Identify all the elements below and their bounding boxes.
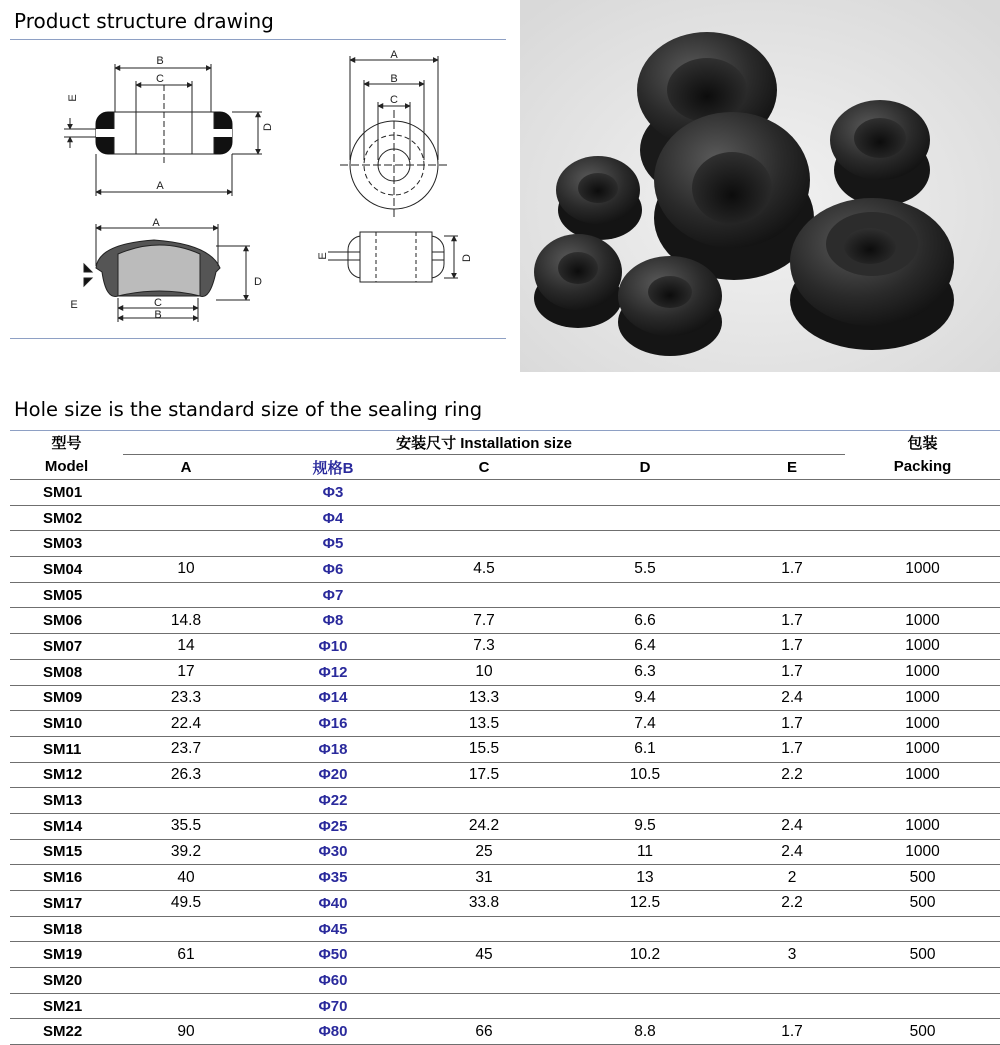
cell-b: Φ30 — [249, 839, 417, 865]
cell-packing: 1000 — [845, 634, 1000, 660]
cell-e: 2 — [739, 865, 845, 891]
cell-e: 1.7 — [739, 1019, 845, 1045]
cell-c: 45 — [417, 942, 551, 968]
cell-c: 25 — [417, 839, 551, 865]
table-row — [10, 813, 1000, 839]
cell-a: 17 — [123, 659, 249, 685]
header-model-en: Model — [10, 455, 123, 480]
cell-e: 2.4 — [739, 839, 845, 865]
dim-label-d-dome: D — [254, 276, 262, 288]
cell-e: 1.7 — [739, 634, 845, 660]
cell-c: 13.5 — [417, 711, 551, 737]
cell-a — [123, 788, 249, 814]
cell-a: 14 — [123, 634, 249, 660]
cell-e: 2.4 — [739, 813, 845, 839]
table-row — [10, 505, 1000, 531]
cell-e — [739, 582, 845, 608]
cell-packing — [845, 505, 1000, 531]
cell-d — [551, 968, 739, 994]
cell-b: Φ5 — [249, 531, 417, 557]
table-row — [10, 634, 1000, 660]
cell-a: 14.8 — [123, 608, 249, 634]
cell-a — [123, 531, 249, 557]
divider — [10, 338, 506, 339]
table-row — [10, 891, 1000, 917]
cell-packing — [845, 968, 1000, 994]
table-row — [10, 916, 1000, 942]
cell-model: SM05 — [10, 582, 123, 608]
cell-model: SM10 — [10, 711, 123, 737]
dim-label-e: E — [67, 94, 79, 102]
cell-packing — [845, 582, 1000, 608]
cell-model: SM17 — [10, 891, 123, 917]
cell-packing: 500 — [845, 891, 1000, 917]
dim-label-c-dome: C — [154, 297, 162, 309]
dim-label-a: A — [156, 180, 164, 192]
grommet-small-left — [556, 156, 642, 240]
cell-a: 90 — [123, 1019, 249, 1045]
section-heading-hole-size: Hole size is the standard size of the sealing ring — [14, 398, 483, 421]
cell-a: 35.5 — [123, 813, 249, 839]
cell-e: 1.7 — [739, 608, 845, 634]
table-row — [10, 968, 1000, 994]
grommet-bottom-middle — [618, 256, 722, 356]
cell-b: Φ20 — [249, 762, 417, 788]
grommet-center-large — [654, 112, 814, 280]
cell-c: 15.5 — [417, 736, 551, 762]
cell-packing — [845, 916, 1000, 942]
cell-d: 5.5 — [551, 557, 739, 583]
cell-b: Φ45 — [249, 916, 417, 942]
grommet-bottom-right — [790, 198, 954, 350]
cell-d — [551, 480, 739, 506]
cell-model: SM21 — [10, 993, 123, 1019]
header-col-d: D — [551, 455, 739, 480]
cell-model: SM04 — [10, 557, 123, 583]
cell-b: Φ3 — [249, 480, 417, 506]
cell-b: Φ25 — [249, 813, 417, 839]
cell-packing — [845, 531, 1000, 557]
dim-label-a-top: A — [390, 49, 398, 61]
cell-b: Φ18 — [249, 736, 417, 762]
side-view-drawing — [328, 232, 458, 282]
cell-c: 33.8 — [417, 891, 551, 917]
cell-d: 12.5 — [551, 891, 739, 917]
cell-c: 17.5 — [417, 762, 551, 788]
cell-packing: 1000 — [845, 813, 1000, 839]
product-photo — [520, 0, 1000, 372]
cell-a: 49.5 — [123, 891, 249, 917]
cell-b: Φ60 — [249, 968, 417, 994]
dome-grommet-drawing — [84, 224, 250, 322]
dim-label-c-top: C — [390, 94, 398, 106]
cell-a: 39.2 — [123, 839, 249, 865]
structure-drawings — [10, 40, 506, 340]
cell-e: 2.2 — [739, 762, 845, 788]
table-row — [10, 480, 1000, 506]
cell-e — [739, 788, 845, 814]
cell-d — [551, 916, 739, 942]
cell-d: 7.4 — [551, 711, 739, 737]
cell-model: SM02 — [10, 505, 123, 531]
table-row — [10, 711, 1000, 737]
dim-label-e-dome: E — [70, 299, 78, 311]
header-col-c: C — [417, 455, 551, 480]
cell-a: 10 — [123, 557, 249, 583]
cell-model: SM08 — [10, 659, 123, 685]
cell-model: SM16 — [10, 865, 123, 891]
cell-c: 66 — [417, 1019, 551, 1045]
cell-model: SM09 — [10, 685, 123, 711]
cell-b: Φ14 — [249, 685, 417, 711]
cell-model: SM20 — [10, 968, 123, 994]
cell-e: 1.7 — [739, 711, 845, 737]
cell-a — [123, 582, 249, 608]
cell-d — [551, 788, 739, 814]
cell-b: Φ10 — [249, 634, 417, 660]
cell-c: 13.3 — [417, 685, 551, 711]
section-heading-structure: Product structure drawing — [14, 9, 274, 33]
dim-label-a-dome: A — [152, 217, 160, 229]
cell-c: 31 — [417, 865, 551, 891]
dim-label-d: D — [262, 123, 274, 131]
cell-model: SM12 — [10, 762, 123, 788]
cell-c — [417, 968, 551, 994]
cell-e: 1.7 — [739, 557, 845, 583]
cell-model: SM03 — [10, 531, 123, 557]
cell-b: Φ12 — [249, 659, 417, 685]
cell-c: 7.3 — [417, 634, 551, 660]
cell-d: 10.5 — [551, 762, 739, 788]
cell-a: 26.3 — [123, 762, 249, 788]
cell-packing: 1000 — [845, 736, 1000, 762]
cell-e — [739, 968, 845, 994]
cell-e — [739, 505, 845, 531]
cell-c — [417, 916, 551, 942]
header-packing-en: Packing — [845, 455, 1000, 480]
cell-b: Φ8 — [249, 608, 417, 634]
size-table — [10, 430, 1000, 1045]
cell-packing: 500 — [845, 865, 1000, 891]
cell-model: SM07 — [10, 634, 123, 660]
cell-e — [739, 993, 845, 1019]
header-col-b: 规格B — [249, 455, 417, 480]
cell-a: 40 — [123, 865, 249, 891]
cell-d — [551, 993, 739, 1019]
cell-e — [739, 531, 845, 557]
table-row — [10, 608, 1000, 634]
cell-d: 8.8 — [551, 1019, 739, 1045]
table-row — [10, 865, 1000, 891]
cell-b: Φ70 — [249, 993, 417, 1019]
dim-label-b-dome: B — [154, 309, 162, 321]
cell-c — [417, 993, 551, 1019]
cell-c — [417, 531, 551, 557]
cell-c — [417, 505, 551, 531]
cell-packing — [845, 788, 1000, 814]
cell-c: 4.5 — [417, 557, 551, 583]
cell-c: 10 — [417, 659, 551, 685]
cell-b: Φ40 — [249, 891, 417, 917]
cell-c — [417, 788, 551, 814]
cell-c — [417, 582, 551, 608]
dim-label-b: B — [156, 55, 164, 67]
header-packing-cn: 包装 — [907, 434, 938, 452]
cell-b: Φ16 — [249, 711, 417, 737]
cell-d — [551, 505, 739, 531]
cell-model: SM18 — [10, 916, 123, 942]
cell-b: Φ4 — [249, 505, 417, 531]
cell-packing: 1000 — [845, 557, 1000, 583]
cell-packing: 500 — [845, 1019, 1000, 1045]
table-row — [10, 557, 1000, 583]
cell-a — [123, 480, 249, 506]
cell-d: 9.4 — [551, 685, 739, 711]
table-row — [10, 685, 1000, 711]
table-row — [10, 942, 1000, 968]
cell-model: SM15 — [10, 839, 123, 865]
dim-label-b-top: B — [390, 73, 398, 85]
grommet-medium-right — [830, 100, 930, 206]
cell-d: 10.2 — [551, 942, 739, 968]
cell-c: 24.2 — [417, 813, 551, 839]
header-model-cn: 型号 — [51, 434, 82, 452]
cell-d: 13 — [551, 865, 739, 891]
cell-c — [417, 480, 551, 506]
cell-model: SM06 — [10, 608, 123, 634]
table-row — [10, 582, 1000, 608]
cell-a: 22.4 — [123, 711, 249, 737]
header-installation-size: 安装尺寸 Installation size — [396, 434, 572, 452]
cell-a: 23.7 — [123, 736, 249, 762]
cell-b: Φ50 — [249, 942, 417, 968]
cell-a: 23.3 — [123, 685, 249, 711]
cell-model: SM14 — [10, 813, 123, 839]
cell-b: Φ6 — [249, 557, 417, 583]
cell-d: 6.1 — [551, 736, 739, 762]
table-row — [10, 788, 1000, 814]
table-row — [10, 736, 1000, 762]
cell-model: SM11 — [10, 736, 123, 762]
cell-a — [123, 993, 249, 1019]
cell-packing: 1000 — [845, 711, 1000, 737]
cell-b: Φ80 — [249, 1019, 417, 1045]
cell-a: 61 — [123, 942, 249, 968]
table-row — [10, 531, 1000, 557]
cell-d: 9.5 — [551, 813, 739, 839]
cell-packing — [845, 480, 1000, 506]
cell-packing: 1000 — [845, 608, 1000, 634]
cell-model: SM13 — [10, 788, 123, 814]
table-row — [10, 659, 1000, 685]
table-row — [10, 993, 1000, 1019]
cell-e: 1.7 — [739, 736, 845, 762]
header-col-e: E — [739, 455, 845, 480]
cell-packing: 1000 — [845, 685, 1000, 711]
cell-e — [739, 916, 845, 942]
cell-e: 2.4 — [739, 685, 845, 711]
dim-label-c: C — [156, 73, 164, 85]
cell-model: SM22 — [10, 1019, 123, 1045]
cell-d: 6.3 — [551, 659, 739, 685]
cell-b: Φ7 — [249, 582, 417, 608]
cell-b: Φ22 — [249, 788, 417, 814]
cell-d: 6.4 — [551, 634, 739, 660]
cell-a — [123, 916, 249, 942]
cell-d: 6.6 — [551, 608, 739, 634]
cell-model: SM19 — [10, 942, 123, 968]
dim-label-e-side: E — [317, 252, 329, 260]
dim-label-d-side: D — [461, 254, 473, 262]
cell-e: 3 — [739, 942, 845, 968]
cell-d — [551, 531, 739, 557]
cell-a — [123, 505, 249, 531]
cell-a — [123, 968, 249, 994]
table-row — [10, 839, 1000, 865]
cell-packing — [845, 993, 1000, 1019]
grommet-bottom-left — [534, 234, 622, 328]
table-row — [10, 762, 1000, 788]
cell-e: 2.2 — [739, 891, 845, 917]
cell-packing: 500 — [845, 942, 1000, 968]
cell-b: Φ35 — [249, 865, 417, 891]
cell-packing: 1000 — [845, 659, 1000, 685]
cell-e: 1.7 — [739, 659, 845, 685]
cell-packing: 1000 — [845, 762, 1000, 788]
cell-e — [739, 480, 845, 506]
cell-c: 7.7 — [417, 608, 551, 634]
cell-d: 11 — [551, 839, 739, 865]
cell-packing: 1000 — [845, 839, 1000, 865]
header-col-a: A — [123, 455, 249, 480]
cell-model: SM01 — [10, 480, 123, 506]
cell-d — [551, 582, 739, 608]
